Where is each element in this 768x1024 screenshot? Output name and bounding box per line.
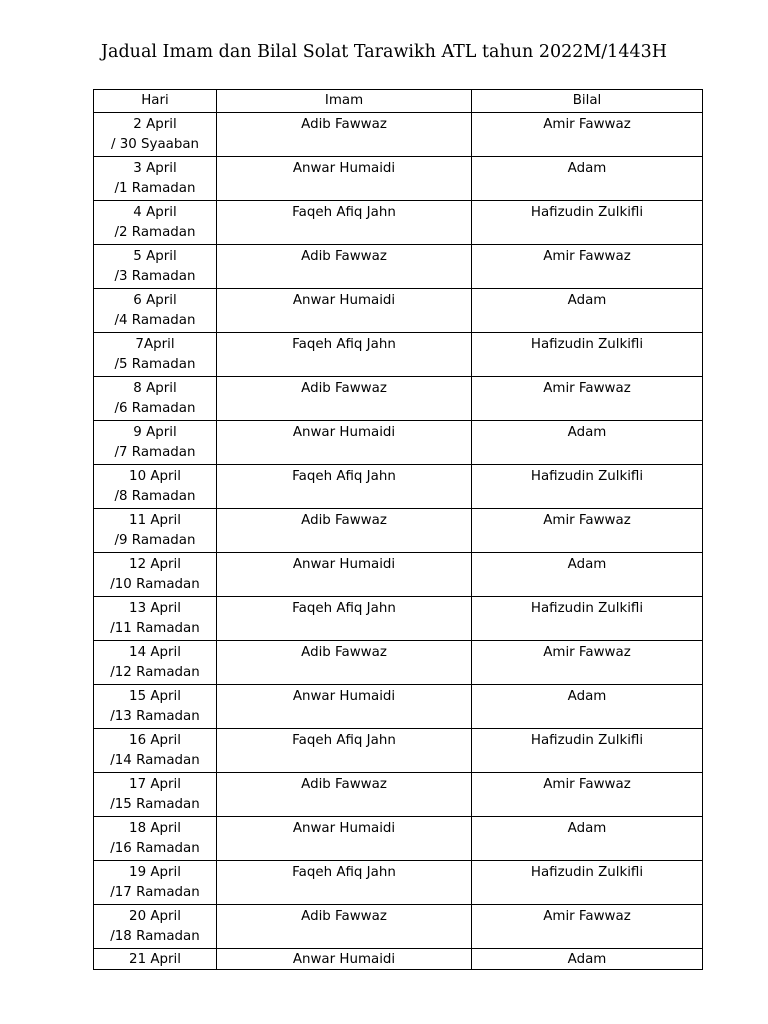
header-bilal: Bilal [472,90,703,113]
bilal-cell: Hafizudin Zulkifli [472,861,703,905]
hari-cell [94,377,217,421]
imam-cell: Anwar Humaidi [217,157,472,201]
bilal-cell: Adam [472,817,703,861]
hari-cell [94,861,217,905]
imam-cell: Anwar Humaidi [217,421,472,465]
imam-cell: Faqeh Afiq Jahn [217,333,472,377]
gregorian-date: 15 April [129,689,181,704]
hijri-date: /4 Ramadan [114,313,196,328]
gregorian-date: 18 April [129,821,181,836]
table-row [94,421,703,465]
bilal-cell: Adam [472,685,703,729]
hijri-date: /17 Ramadan [110,885,200,900]
table-row [94,553,703,597]
hari-cell [94,465,217,509]
table-row [94,817,703,861]
hijri-date: /13 Ramadan [110,709,200,724]
bilal-cell: Adam [472,421,703,465]
gregorian-date: 2 April [133,117,177,132]
hijri-date: /5 Ramadan [114,357,196,372]
table-row [94,377,703,421]
hari-cell [94,245,217,289]
hijri-date: / 30 Syaaban [110,137,200,152]
bilal-cell: Adam [472,157,703,201]
table-body [94,113,703,970]
hari-cell [94,201,217,245]
imam-cell: Adib Fawwaz [217,509,472,553]
table-row [94,773,703,817]
table-row [94,729,703,773]
gregorian-date: 12 April [129,557,181,572]
bilal-cell: Amir Fawwaz [472,773,703,817]
bilal-cell: Amir Fawwaz [472,113,703,157]
bilal-cell: Hafizudin Zulkifli [472,333,703,377]
imam-cell: Anwar Humaidi [217,289,472,333]
table-row [94,289,703,333]
hijri-date: /6 Ramadan [114,401,196,416]
bilal-cell: Adam [472,553,703,597]
hari-cell [94,113,217,157]
hijri-date: /12 Ramadan [110,665,200,680]
gregorian-date: 7April [135,337,175,352]
table-row [94,245,703,289]
hijri-date: /3 Ramadan [114,269,196,284]
gregorian-date: 4 April [133,205,177,220]
bilal-cell: Hafizudin Zulkifli [472,597,703,641]
hari-cell [94,905,217,949]
gregorian-date: 21 April [129,952,181,967]
imam-cell: Adib Fawwaz [217,641,472,685]
bilal-cell: Adam [472,289,703,333]
gregorian-date: 10 April [129,469,181,484]
bilal-cell: Hafizudin Zulkifli [472,201,703,245]
imam-cell: Anwar Humaidi [217,685,472,729]
table-row [94,685,703,729]
gregorian-date: 13 April [129,601,181,616]
bilal-cell: Amir Fawwaz [472,905,703,949]
imam-cell: Adib Fawwaz [217,377,472,421]
hari-cell [94,157,217,201]
hijri-date: /1 Ramadan [114,181,196,196]
table-row [94,201,703,245]
table-row [94,333,703,377]
imam-cell: Anwar Humaidi [217,949,472,970]
imam-cell: Adib Fawwaz [217,905,472,949]
bilal-cell: Amir Fawwaz [472,509,703,553]
hari-cell [94,641,217,685]
gregorian-date: 8 April [133,381,177,396]
gregorian-date: 3 April [133,161,177,176]
table-row [94,465,703,509]
table-row [94,641,703,685]
bilal-cell: Hafizudin Zulkifli [472,465,703,509]
hari-cell [94,817,217,861]
hijri-date: /8 Ramadan [114,489,196,504]
gregorian-date: 9 April [133,425,177,440]
imam-cell: Anwar Humaidi [217,817,472,861]
bilal-cell: Hafizudin Zulkifli [472,729,703,773]
bilal-cell: Amir Fawwaz [472,641,703,685]
table-row [94,157,703,201]
hari-cell [94,333,217,377]
bilal-cell: Amir Fawwaz [472,377,703,421]
bilal-cell: Adam [472,949,703,970]
hari-cell [94,553,217,597]
table-row [94,509,703,553]
hari-cell [94,421,217,465]
imam-cell: Anwar Humaidi [217,553,472,597]
imam-cell: Faqeh Afiq Jahn [217,465,472,509]
table-row [94,905,703,949]
page-title: Jadual Imam dan Bilal Solat Tarawikh ATL tahun 2022M/1443H [101,42,667,62]
table-row [94,861,703,905]
table-row [94,597,703,641]
gregorian-date: 11 April [129,513,181,528]
bilal-cell: Amir Fawwaz [472,245,703,289]
imam-cell: Adib Fawwaz [217,113,472,157]
header-imam: Imam [217,90,472,113]
hijri-date: /16 Ramadan [110,841,200,856]
gregorian-date: 14 April [129,645,181,660]
hari-cell [94,949,217,970]
table-row [94,949,703,970]
gregorian-date: 5 April [133,249,177,264]
hijri-date: /7 Ramadan [114,445,196,460]
table-row [94,113,703,157]
hari-cell [94,773,217,817]
imam-cell: Faqeh Afiq Jahn [217,201,472,245]
schedule-table [93,89,703,970]
imam-cell: Adib Fawwaz [217,245,472,289]
hari-cell [94,289,217,333]
imam-cell: Faqeh Afiq Jahn [217,861,472,905]
hijri-date: /10 Ramadan [110,577,200,592]
imam-cell: Faqeh Afiq Jahn [217,597,472,641]
hijri-date: /15 Ramadan [110,797,200,812]
header-hari: Hari [94,90,217,113]
hijri-date: /11 Ramadan [110,621,200,636]
hari-cell [94,685,217,729]
gregorian-date: 6 April [133,293,177,308]
gregorian-date: 17 April [129,777,181,792]
gregorian-date: 19 April [129,865,181,880]
imam-cell: Faqeh Afiq Jahn [217,729,472,773]
hijri-date: /2 Ramadan [114,225,196,240]
hijri-date: /9 Ramadan [114,533,196,548]
table-header-row [94,90,703,113]
hari-cell [94,729,217,773]
hijri-date: /14 Ramadan [110,753,200,768]
imam-cell: Adib Fawwaz [217,773,472,817]
gregorian-date: 16 April [129,733,181,748]
hijri-date: /18 Ramadan [110,929,200,944]
gregorian-date: 20 April [129,909,181,924]
hari-cell [94,509,217,553]
hari-cell [94,597,217,641]
